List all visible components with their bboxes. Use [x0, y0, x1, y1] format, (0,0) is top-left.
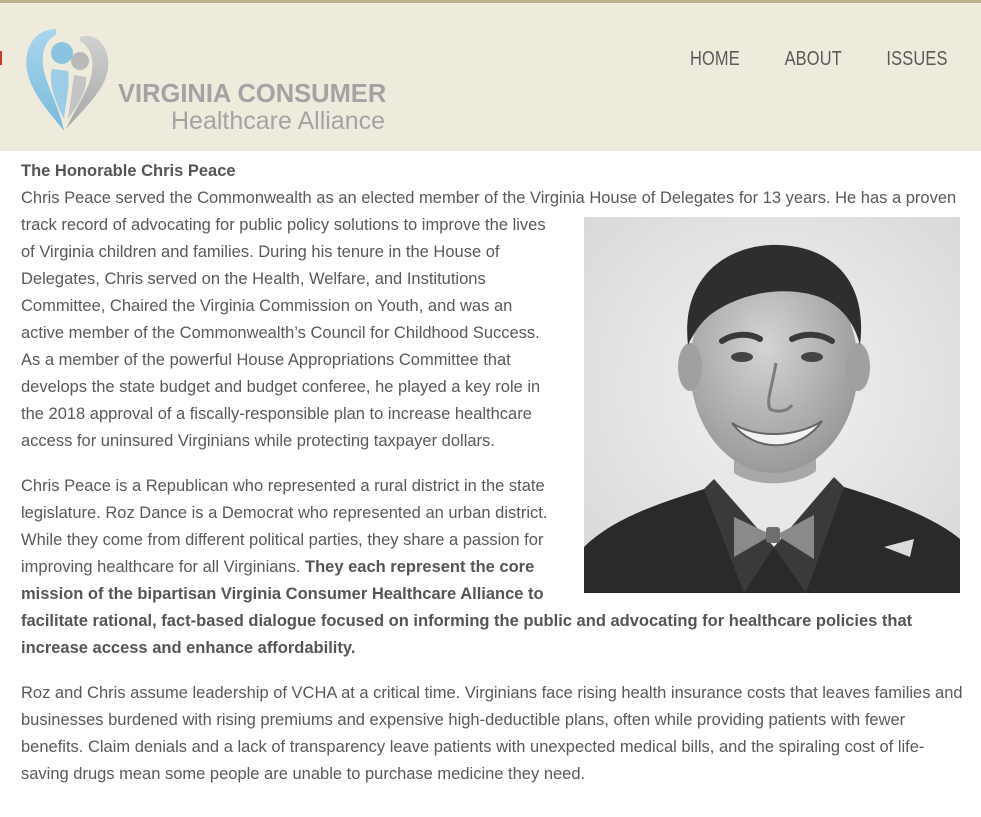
logo-title: VIRGINIA CONSUMER [118, 80, 387, 108]
bio-text-3: Roz and Chris assume leadership of VCHA at a critical time. Virginians face rising health insurance costs that leaves families and businesses burdened with rising premiums and expensive high-deductible plans, often while providing patients with fewer benefits. Claim denials and a lack of transparency leave patients with unexpected medical bills, and the spiraling cost of life-saving drugs mean some people are unable to purchase medicine they need. [21, 684, 963, 783]
mission-statement: They each represent the core mission of the bipartisan Virginia Consumer Healthcare Alliance to facilitate rational, fact-based dialogue focused on informing the public and advocating for healthcare policies that increase access and enhance affordability. [21, 558, 913, 657]
article-content [21, 158, 966, 788]
nav-about[interactable]: ABOUT [784, 48, 842, 70]
bio-paragraph-3 [21, 680, 966, 788]
heart-people-icon [18, 23, 118, 135]
edge-marker [0, 51, 2, 65]
photo-wrap-area [554, 212, 966, 588]
bio-text-2: Chris Peace is a Republican who represented a rural district in the state legislature. Roz Dance is a Democrat who represented an urban district. While they come from different political parties, they share a passion for improving healthcare for all Virginians. [21, 477, 548, 576]
bio-text-1: Chris Peace served the Commonwealth as an elected member of the Virginia House of Delegates for 13 years. He has a proven track record of advocating for public policy solutions to improve the lives of Virginia children and families. During his tenure in the House of Delegates, Chris served on the Health, Welfare, and Institutions Committee, Chaired the Virginia Commission on Youth, and was an active member of the Commonwealth’s Council for Childhood Success. As a member of the powerful House Appropriations Committee that develops the state budget and budget conferee, he played a key role in the 2018 approval of a fiscally-responsible plan to increase healthcare access for uninsured Virginians while protecting taxpayer dollars. [21, 189, 957, 450]
site-logo[interactable] [18, 23, 408, 135]
site-header [0, 0, 981, 151]
logo-subtitle: Healthcare Alliance [171, 107, 386, 135]
main-nav [647, 48, 948, 71]
nav-issues[interactable]: ISSUES [886, 48, 948, 70]
nav-home[interactable]: HOME [689, 48, 740, 70]
bio-name: The Honorable Chris Peace [21, 162, 236, 180]
